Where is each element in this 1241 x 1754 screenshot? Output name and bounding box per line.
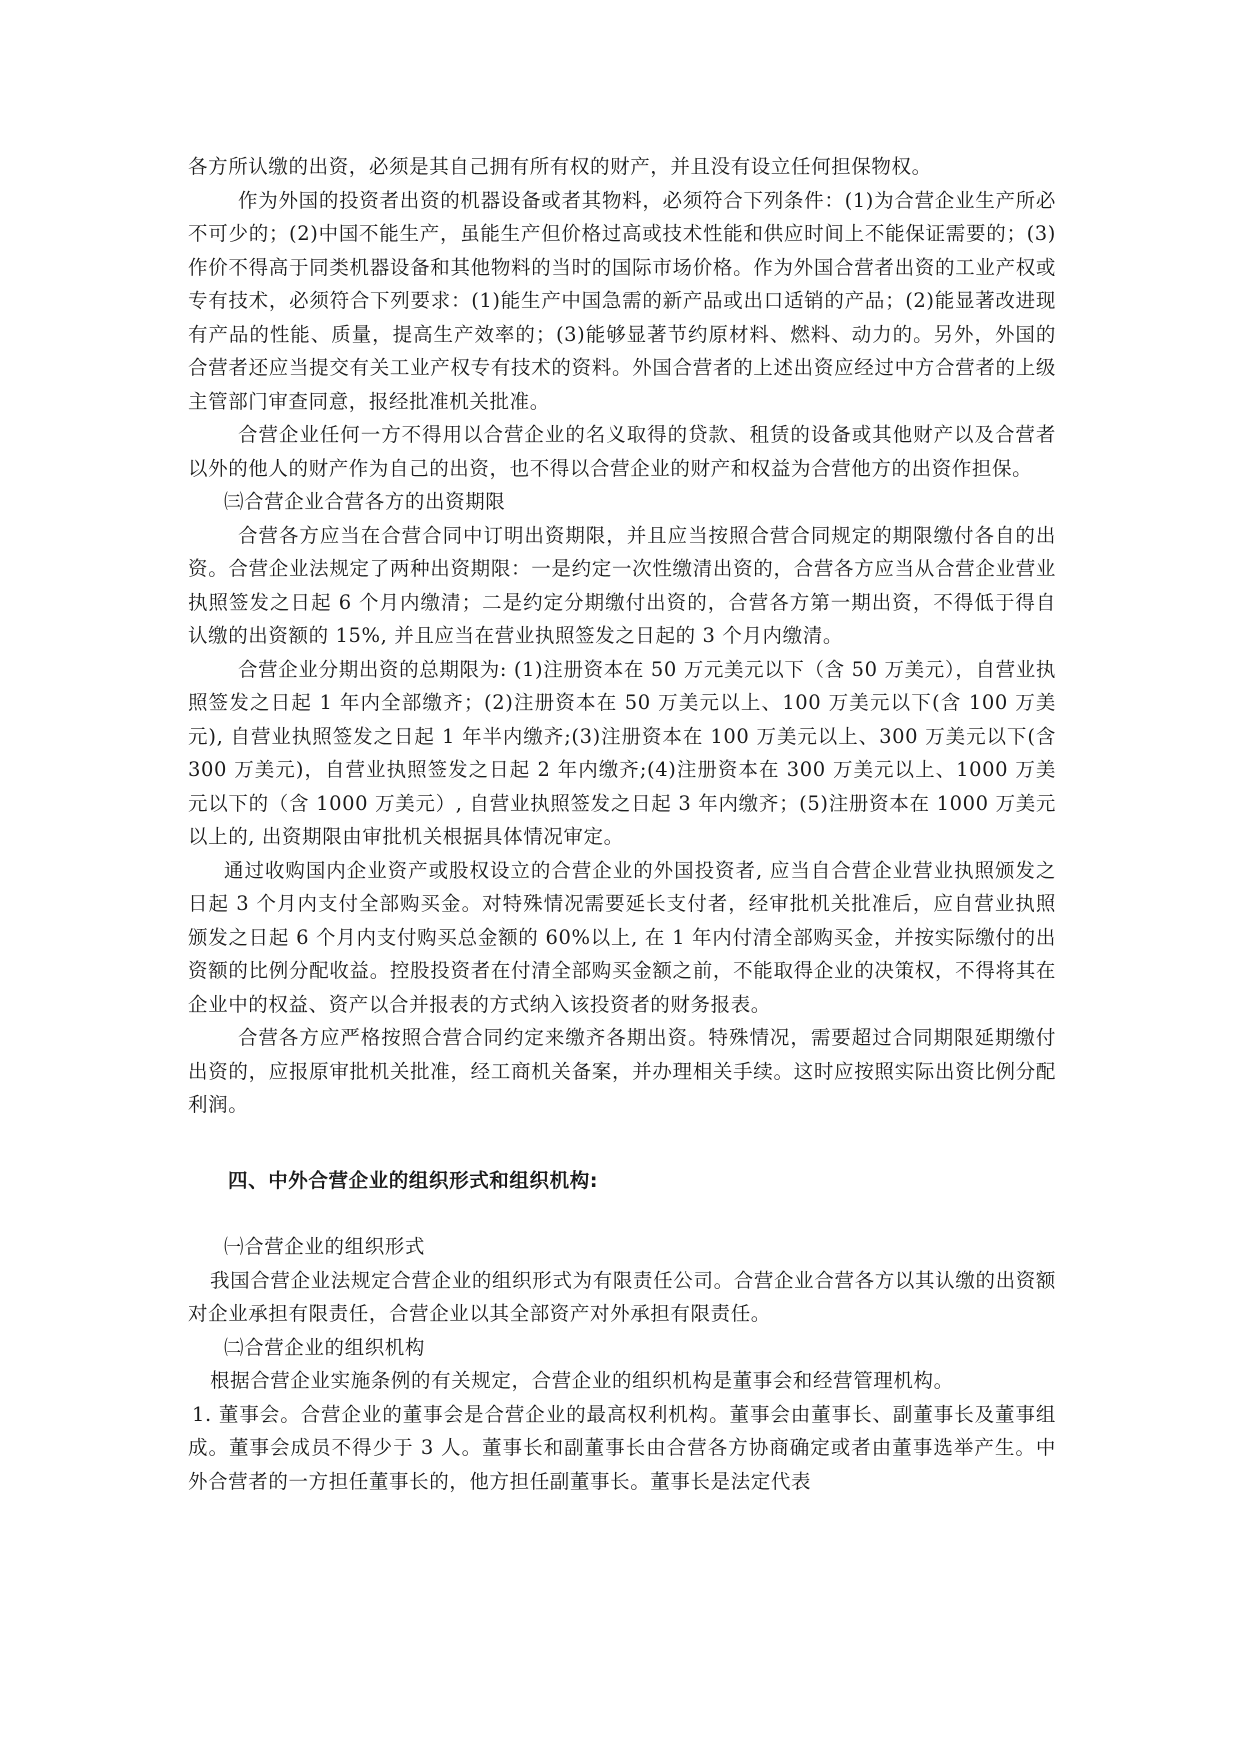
paragraph-contribution-ownership: 各方所认缴的出资，必须是其自己拥有所有权的财产，并且没有设立任何担保物权。	[188, 155, 932, 178]
section-heading-organization: 四、中外合营企业的组织形式和组织机构:	[228, 1168, 599, 1192]
paragraph-guarantee-restriction: 合营企业任何一方不得用以合营企业的名义取得的贷款、租赁的设备或其他财产以及合营者以外的他人的财产作为自己的出资，也不得以合营企业的财产和权益为合营他方的出资作担保。	[188, 423, 1056, 480]
paragraph-installment-periods: 合营企业分期出资的总期限为: (1)注册资本在 50 万元美元以下（含 50 万美元），自营业执照签发之日起 1 年内全部缴齐；(2)注册资本在 50 万美元以上、100 万美元以下(含 100 万美元), 自营业执照签发之日起 1 年半内缴齐;(3)注册资本在 100 万美元以上、300 万美元以下(含 300 万美元)，自营业执照签发之日起 2 年内缴齐;(4)注册资本在 300 万美元以上、1000 万美元以下的（含 1000 万美元）, 自营业执照签发之日起 3 年内缴齐；(5)注册资本在 1000 万美元以上的, 出资期限由审批机关根据具体情况审定。	[188, 657, 1056, 848]
paragraph-contribution-deadlines: 合营各方应当在合营合同中订明出资期限，并且应当按照合营合同规定的期限缴付各自的出资。合营企业法规定了两种出资期限：一是约定一次性缴清出资的，合营各方应当从合营企业营业执照签发之日起 6 个月内缴清；二是约定分期缴付出资的，合营各方第一期出资，不得低于得自认缴的出资额的 15%, 并且应当在营业执照签发之日起的 3 个月内缴清。	[188, 523, 1056, 647]
paragraph-limited-liability: 我国合营企业法规定合营企业的组织形式为有限责任公司。合营企业合营各方以其认缴的出资额对企业承担有限责任，合营企业以其全部资产对外承担有限责任。	[188, 1268, 1056, 1325]
paragraph-organization-bodies: 根据合营企业实施条例的有关规定，合营企业的组织机构是董事会和经营管理机构。	[210, 1369, 954, 1392]
subheading-organization-form: ㈠合营企业的组织形式	[224, 1235, 426, 1258]
subheading-organization-structure: ㈡合营企业的组织机构	[224, 1335, 426, 1359]
subheading-contribution-period: ㈢合营企业合营各方的出资期限	[224, 490, 506, 513]
paragraph-contribution-compliance: 合营各方应严格按照合营合同约定来缴齐各期出资。特殊情况，需要超过合同期限延期缴付出资的，应报原审批机关批准，经工商机关备案，并办理相关手续。这时应按照实际出资比例分配利润。	[188, 1026, 1056, 1116]
paragraph-acquisition-payment: 通过收购国内企业资产或股权设立的合营企业的外国投资者, 应当自合营企业营业执照颁发之日起 3 个月内支付全部购买金。对特殊情况需要延长支付者，经审批机关批准后，应自营业执照颁发之日起 6 个月内支付购买总金额的 60%以上, 在 1 年内付清全部购买金，并按实际缴付的出资额的比例分配收益。控股投资者在付清全部购买金额之前，不能取得企业的决策权，不得将其在企业中的权益、资产以合并报表的方式纳入该投资者的财务报表。	[188, 858, 1056, 1016]
document-page	[188, 150, 1056, 1498]
paragraph-board-of-directors: 1. 董事会。合营企业的董事会是合营企业的最高权利机构。董事会由董事长、副董事长及董事组成。董事会成员不得少于 3 人。董事长和副董事长由合营各方协商确定或者由董事选举产生。中外合营者的一方担任董事长的，他方担任副董事长。董事长是法定代表	[188, 1402, 1056, 1493]
paragraph-foreign-investor-conditions: 作为外国的投资者出资的机器设备或者其物料，必须符合下列条件：(1)为合营企业生产所必不可少的；(2)中国不能生产，虽能生产但价格过高或技术性能和供应时间上不能保证需要的；(3)作价不得高于同类机器设备和其他物料的当时的国际市场价格。作为外国合营者出资的工业产权或专有技术，必须符合下列要求：(1)能生产中国急需的新产品或出口适销的产品；(2)能显著改进现有产品的性能、质量，提高生产效率的；(3)能够显著节约原材料、燃料、动力的。另外，外国的合营者还应当提交有关工业产权专有技术的资料。外国合营者的上述出资应经过中方合营者的上级主管部门审查同意，报经批准机关批准。	[188, 188, 1056, 413]
